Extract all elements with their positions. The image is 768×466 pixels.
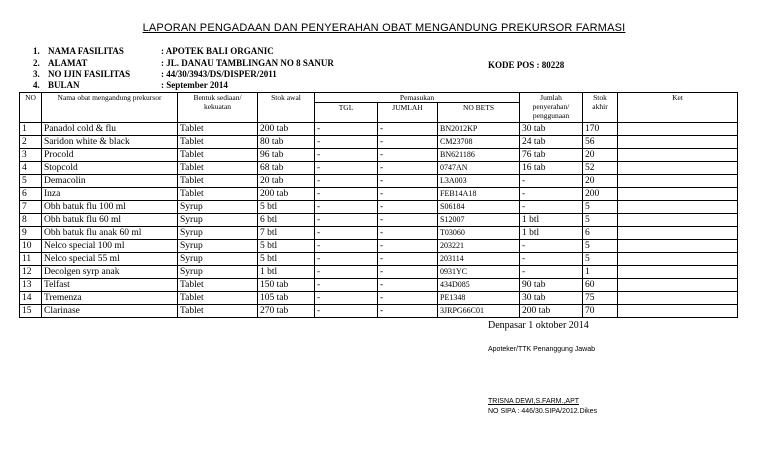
initial-stock: 6 btl [258, 214, 315, 227]
row-number: 12 [20, 266, 42, 279]
remarks [618, 240, 738, 253]
incoming-date: - [315, 149, 378, 162]
incoming-date: - [315, 175, 378, 188]
batch-number: BN621186 [438, 149, 520, 162]
drug-name: Obh batuk flu anak 60 ml [42, 227, 178, 240]
info-value: : JL. DANAU TAMBLINGAN NO 8 SANUR [161, 58, 334, 68]
row-number: 8 [20, 214, 42, 227]
remarks [618, 201, 738, 214]
incoming-amount: - [378, 240, 438, 253]
info-label: BULAN [48, 80, 80, 90]
dosage-form: Tablet [178, 292, 258, 305]
remarks [618, 149, 738, 162]
dosage-form: Tablet [178, 123, 258, 136]
table-row [20, 188, 738, 201]
batch-number: 0747AN [438, 162, 520, 175]
remarks [618, 123, 738, 136]
initial-stock: 150 tab [258, 279, 315, 292]
report-title: LAPORAN PENGADAAN DAN PENYERAHAN OBAT MENGANDUNG PREKURSOR FARMASI [142, 22, 626, 34]
remarks [618, 305, 738, 318]
final-stock: 170 [583, 123, 618, 136]
info-label: NAMA FASILITAS [48, 46, 124, 56]
incoming-amount: - [378, 175, 438, 188]
header-tgl: TGL [315, 103, 378, 123]
drug-name: Panadol cold & flu [42, 123, 178, 136]
final-stock: 20 [583, 175, 618, 188]
incoming-amount: - [378, 214, 438, 227]
table-row [20, 305, 738, 318]
incoming-amount: - [378, 149, 438, 162]
final-stock: 5 [583, 201, 618, 214]
dispensed-amount: - [520, 201, 583, 214]
place-date: Denpasar 1 oktober 2014 [488, 320, 589, 331]
table-row [20, 136, 738, 149]
initial-stock: 96 tab [258, 149, 315, 162]
batch-number: 3JRPG66C01 [438, 305, 520, 318]
drug-name: Obh batuk flu 100 ml [42, 201, 178, 214]
batch-number: CM23708 [438, 136, 520, 149]
batch-number: PE1348 [438, 292, 520, 305]
info-number: 4. [33, 80, 40, 90]
incoming-date: - [315, 292, 378, 305]
incoming-date: - [315, 136, 378, 149]
remarks [618, 175, 738, 188]
drug-name: Stopcold [42, 162, 178, 175]
dosage-form: Tablet [178, 175, 258, 188]
incoming-amount: - [378, 253, 438, 266]
dispensed-amount: 1 btl [520, 227, 583, 240]
info-line-2 [33, 58, 473, 69]
header-stok-awal: Stok awal [258, 93, 315, 123]
dispensed-amount: - [520, 188, 583, 201]
header-penyerahan: Jumlah penyerahan/ penggunaan [520, 93, 583, 123]
remarks [618, 162, 738, 175]
info-label: NO IJIN FASILITAS [48, 69, 131, 79]
final-stock: 200 [583, 188, 618, 201]
table-body [20, 123, 738, 318]
drug-name: Clarinase [42, 305, 178, 318]
row-number: 14 [20, 292, 42, 305]
dosage-form: Syrup [178, 227, 258, 240]
batch-number: L3A003 [438, 175, 520, 188]
dosage-form: Syrup [178, 253, 258, 266]
info-number: 1. [33, 46, 40, 56]
initial-stock: 105 tab [258, 292, 315, 305]
row-number: 5 [20, 175, 42, 188]
dispensed-amount: 30 tab [520, 292, 583, 305]
dispensed-amount: 76 tab [520, 149, 583, 162]
signatory-role: Apoteker/TTK Penanggung Jawab [488, 346, 596, 353]
final-stock: 52 [583, 162, 618, 175]
batch-number: 203221 [438, 240, 520, 253]
batch-number: BN2012KP [438, 123, 520, 136]
incoming-amount: - [378, 292, 438, 305]
table-row [20, 240, 738, 253]
dosage-form: Tablet [178, 162, 258, 175]
table-row [20, 266, 738, 279]
initial-stock: 200 tab [258, 188, 315, 201]
drug-name: Nelco special 55 ml [42, 253, 178, 266]
dispensed-amount: 200 tab [520, 305, 583, 318]
initial-stock: 68 tab [258, 162, 315, 175]
dosage-form: Tablet [178, 305, 258, 318]
header-pemasukan: Pemasukan [315, 93, 520, 103]
info-line-4 [33, 80, 473, 91]
postal-code: KODE POS : 80228 [488, 60, 565, 70]
initial-stock: 200 tab [258, 123, 315, 136]
initial-stock: 1 btl [258, 266, 315, 279]
batch-number: FEB14A18 [438, 188, 520, 201]
dosage-form: Syrup [178, 240, 258, 253]
drug-name: Nelco special 100 ml [42, 240, 178, 253]
initial-stock: 7 btl [258, 227, 315, 240]
incoming-date: - [315, 266, 378, 279]
drug-name: Tremenza [42, 292, 178, 305]
incoming-amount: - [378, 136, 438, 149]
incoming-amount: - [378, 162, 438, 175]
initial-stock: 80 tab [258, 136, 315, 149]
header-bentuk: Bentuk sediaan/ kekuatan [178, 93, 258, 123]
info-line-1 [33, 46, 473, 57]
incoming-date: - [315, 214, 378, 227]
incoming-amount: - [378, 305, 438, 318]
final-stock: 20 [583, 149, 618, 162]
drug-name: Demacolin [42, 175, 178, 188]
header-nama: Nama obat mengandung prekursor [42, 93, 178, 123]
row-number: 13 [20, 279, 42, 292]
header-no: NO [20, 93, 42, 123]
remarks [618, 136, 738, 149]
info-line-3 [33, 69, 473, 80]
drug-name: Telfast [42, 279, 178, 292]
dispensed-amount: - [520, 253, 583, 266]
batch-number: 203114 [438, 253, 520, 266]
signatory-name: TRISNA DEWI,S.FARM.,APT [488, 398, 580, 405]
incoming-date: - [315, 253, 378, 266]
final-stock: 60 [583, 279, 618, 292]
incoming-date: - [315, 227, 378, 240]
batch-number: S12007 [438, 214, 520, 227]
incoming-amount: - [378, 123, 438, 136]
initial-stock: 5 btl [258, 253, 315, 266]
dosage-form: Tablet [178, 279, 258, 292]
row-number: 2 [20, 136, 42, 149]
row-number: 4 [20, 162, 42, 175]
incoming-date: - [315, 188, 378, 201]
incoming-date: - [315, 305, 378, 318]
table-row [20, 162, 738, 175]
drug-name: Procold [42, 149, 178, 162]
info-value: : September 2014 [161, 80, 228, 90]
dispensed-amount: - [520, 175, 583, 188]
final-stock: 5 [583, 240, 618, 253]
info-value: : APOTEK BALI ORGANIC [161, 46, 274, 56]
incoming-amount: - [378, 227, 438, 240]
header-stok-akhir: Stok akhir [583, 93, 618, 123]
row-number: 11 [20, 253, 42, 266]
incoming-date: - [315, 162, 378, 175]
final-stock: 56 [583, 136, 618, 149]
dosage-form: Syrup [178, 214, 258, 227]
final-stock: 5 [583, 214, 618, 227]
table-row [20, 175, 738, 188]
remarks [618, 253, 738, 266]
row-number: 1 [20, 123, 42, 136]
incoming-amount: - [378, 188, 438, 201]
table-row [20, 279, 738, 292]
dispensed-amount: 30 tab [520, 123, 583, 136]
header-no-bets: NO BETS [438, 103, 520, 123]
final-stock: 75 [583, 292, 618, 305]
table-row [20, 214, 738, 227]
row-number: 7 [20, 201, 42, 214]
remarks [618, 279, 738, 292]
info-number: 3. [33, 69, 40, 79]
row-number: 15 [20, 305, 42, 318]
info-value: : 44/30/3943/DS/DISPER/2011 [161, 69, 277, 79]
incoming-date: - [315, 201, 378, 214]
final-stock: 5 [583, 253, 618, 266]
drug-name: Saridon white & black [42, 136, 178, 149]
table-row [20, 292, 738, 305]
final-stock: 6 [583, 227, 618, 240]
dispensed-amount: - [520, 266, 583, 279]
incoming-date: - [315, 279, 378, 292]
final-stock: 70 [583, 305, 618, 318]
dispensed-amount: 24 tab [520, 136, 583, 149]
batch-number: 0931YC [438, 266, 520, 279]
remarks [618, 292, 738, 305]
dosage-form: Syrup [178, 266, 258, 279]
initial-stock: 20 tab [258, 175, 315, 188]
remarks [618, 266, 738, 279]
dispensed-amount: 90 tab [520, 279, 583, 292]
dispensed-amount: 1 btl [520, 214, 583, 227]
table-row [20, 149, 738, 162]
initial-stock: 270 tab [258, 305, 315, 318]
row-number: 10 [20, 240, 42, 253]
remarks [618, 214, 738, 227]
incoming-date: - [315, 123, 378, 136]
batch-number: T03060 [438, 227, 520, 240]
batch-number: S06184 [438, 201, 520, 214]
initial-stock: 5 btl [258, 201, 315, 214]
row-number: 6 [20, 188, 42, 201]
report-table [19, 92, 738, 318]
incoming-amount: - [378, 266, 438, 279]
table-row [20, 253, 738, 266]
header-jumlah: JUMLAH [378, 103, 438, 123]
remarks [618, 227, 738, 240]
dispensed-amount: - [520, 240, 583, 253]
info-label: ALAMAT [48, 58, 88, 68]
incoming-amount: - [378, 201, 438, 214]
drug-name: Decolgen syrp anak [42, 266, 178, 279]
header-ket: Ket [618, 93, 738, 123]
table-row [20, 123, 738, 136]
dosage-form: Tablet [178, 136, 258, 149]
drug-name: Obh batuk flu 60 ml [42, 214, 178, 227]
incoming-date: - [315, 240, 378, 253]
final-stock: 1 [583, 266, 618, 279]
row-number: 9 [20, 227, 42, 240]
info-number: 2. [33, 58, 40, 68]
row-number: 3 [20, 149, 42, 162]
batch-number: 434D085 [438, 279, 520, 292]
remarks [618, 188, 738, 201]
dosage-form: Syrup [178, 201, 258, 214]
initial-stock: 5 btl [258, 240, 315, 253]
dosage-form: Tablet [178, 149, 258, 162]
dosage-form: Tablet [178, 188, 258, 201]
dispensed-amount: 16 tab [520, 162, 583, 175]
incoming-amount: - [378, 279, 438, 292]
table-row [20, 201, 738, 214]
signatory-sipa: NO SIPA : 446/30.SIPA/2012.Dikes [488, 408, 598, 415]
drug-name: Inza [42, 188, 178, 201]
table-row [20, 227, 738, 240]
